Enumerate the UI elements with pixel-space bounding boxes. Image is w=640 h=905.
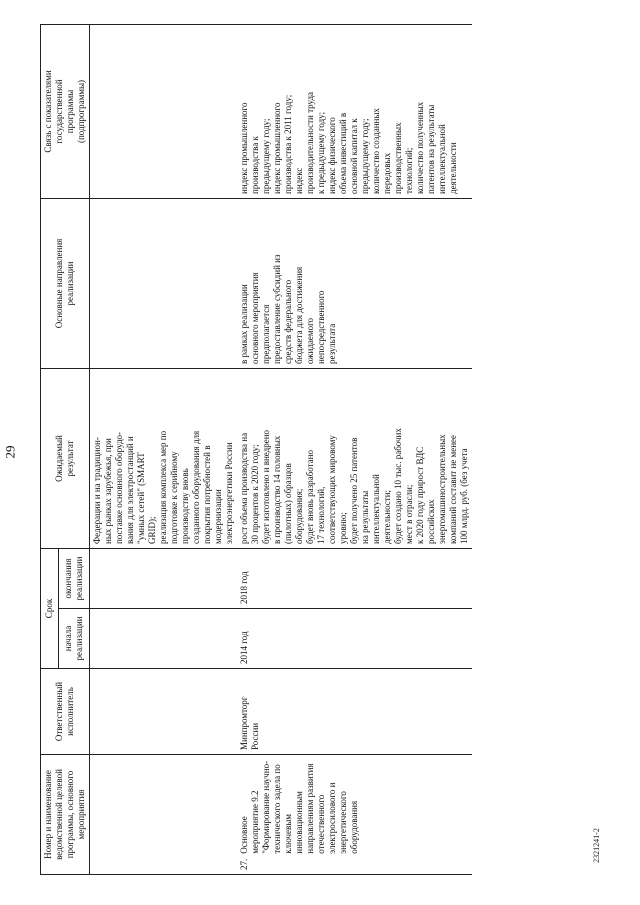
text-line: энергетического bbox=[338, 791, 348, 854]
cell-indicators bbox=[237, 24, 472, 198]
text-line: отечественного bbox=[316, 794, 326, 854]
text-line: модернизации bbox=[213, 489, 223, 544]
cell-end-year: 2018 год bbox=[237, 548, 472, 608]
text-line: "умных сетей" (SMART bbox=[136, 452, 146, 544]
header-indicators bbox=[41, 24, 90, 198]
text-line: начала bbox=[63, 625, 74, 652]
text-line: мероприятие 9.2 bbox=[250, 790, 260, 854]
text-line: (подпрограммы) bbox=[76, 79, 86, 144]
text-line: покрытия потребностей в bbox=[202, 445, 212, 544]
text-line: программы, основного bbox=[65, 770, 75, 859]
table-row-continuation bbox=[90, 24, 238, 874]
text-line: интеллектуальной bbox=[371, 474, 381, 544]
text-line: Основные направления bbox=[54, 238, 64, 329]
text-line: окончания bbox=[63, 558, 74, 599]
text-line: патентов на результаты bbox=[426, 104, 436, 194]
text-line: оборудования; bbox=[294, 488, 304, 544]
header-activity-name bbox=[41, 755, 90, 875]
text-line: Ожидаемый bbox=[54, 435, 64, 482]
text-line: электроэнергетики России bbox=[224, 442, 234, 544]
text-line: ных рынках зарубежья, при bbox=[103, 438, 113, 544]
text-line: будет изготовлено и внедрено bbox=[261, 429, 271, 544]
text-line: будет создано 10 тыс. рабочих bbox=[393, 428, 403, 544]
text-line: Федерации и на традицион- bbox=[92, 437, 102, 544]
text-line: реализации bbox=[74, 616, 85, 661]
text-line: передовых bbox=[382, 152, 392, 194]
text-line: на результаты bbox=[360, 490, 370, 544]
cell-empty bbox=[90, 609, 238, 669]
text-line: реализации bbox=[65, 261, 75, 306]
text-line: Связь с показателями bbox=[43, 70, 53, 153]
text-line: объема инвестиций в bbox=[338, 112, 348, 194]
text-line: "Формирование научно- bbox=[261, 760, 271, 854]
text-line: реализация комплекса мер по bbox=[158, 430, 168, 544]
text-line: деятельности; bbox=[382, 489, 392, 544]
text-line: бюджета для достижения bbox=[294, 266, 304, 364]
cell-start-year: 2014 год bbox=[237, 609, 472, 669]
text-line: уровню; bbox=[338, 512, 348, 544]
text-line: результат bbox=[65, 440, 75, 477]
cell-continuation-result bbox=[90, 368, 238, 548]
text-line: количество созданных bbox=[371, 108, 381, 194]
text-line: (пилотных) образцов bbox=[283, 463, 293, 544]
text-line: ключевым bbox=[283, 813, 293, 854]
text-line: в производство 14 головных bbox=[272, 435, 282, 544]
text-line: подготовке к серийному bbox=[169, 451, 179, 544]
document-code: 2321241-2 bbox=[591, 827, 601, 863]
text-line: GRID); bbox=[147, 516, 157, 544]
cell-empty bbox=[90, 198, 238, 368]
header-row-1 bbox=[41, 24, 59, 874]
text-line: производственных bbox=[393, 122, 403, 194]
text-line: поставке основного оборудо- bbox=[114, 431, 124, 544]
text-line: оборудования bbox=[349, 800, 359, 854]
text-line: инновационным bbox=[294, 791, 304, 854]
header-executor bbox=[41, 669, 90, 755]
header-expected-result bbox=[41, 368, 90, 548]
text-line: российских bbox=[426, 499, 436, 544]
text-line: в рамках реализации bbox=[239, 284, 249, 364]
text-line: программы bbox=[65, 89, 75, 134]
text-line: предполагается bbox=[261, 304, 271, 364]
table-row-27 bbox=[237, 24, 472, 874]
text-line: Основное bbox=[239, 816, 249, 854]
text-line: технического задела по bbox=[272, 764, 282, 854]
text-line: реализации bbox=[74, 556, 85, 601]
text-line: к 2020 году прирост ВДС bbox=[415, 446, 425, 544]
text-line: будет получено 25 патентов bbox=[349, 437, 359, 544]
text-line: направлениям развития bbox=[305, 763, 315, 854]
text-line: соответствующих мировому bbox=[327, 435, 337, 544]
cell-empty bbox=[90, 548, 238, 608]
text-line: России bbox=[250, 722, 260, 750]
text-line: Ответственный bbox=[54, 681, 64, 742]
text-line: созданного оборудования для bbox=[191, 430, 201, 544]
text-line: деятельности bbox=[448, 142, 458, 194]
row-number: 27. bbox=[239, 858, 249, 870]
cell-empty bbox=[90, 669, 238, 755]
text-line: Минпромторг bbox=[239, 696, 249, 750]
header-start bbox=[59, 609, 90, 669]
header-srok: Срок bbox=[41, 548, 59, 668]
text-line: результата bbox=[327, 323, 337, 364]
cell-activity-name bbox=[237, 755, 472, 875]
text-line: ожидаемого bbox=[305, 317, 315, 364]
header-directions bbox=[41, 198, 90, 368]
text-line: производительности труда bbox=[305, 91, 315, 194]
cell-executor bbox=[237, 669, 472, 755]
text-line: индекс промышленного bbox=[272, 102, 282, 194]
text-line: компаний составит не менее bbox=[448, 434, 458, 544]
text-line: индекс промышленного bbox=[239, 102, 249, 194]
page-number: 29 bbox=[2, 445, 17, 459]
text-line: 17 технологий, bbox=[316, 486, 326, 544]
text-line: производства к 2011 году; bbox=[283, 94, 293, 194]
cell-expected-result bbox=[237, 368, 472, 548]
cell-empty bbox=[90, 755, 238, 875]
cell-directions bbox=[237, 198, 472, 368]
text-line: интеллектуальной bbox=[437, 124, 447, 194]
cell-empty bbox=[90, 24, 238, 198]
text-line: основного мероприятия bbox=[250, 272, 260, 364]
text-line: непосредственного bbox=[316, 290, 326, 364]
text-line: предыдущему году; bbox=[261, 118, 271, 194]
text-line: 100 млрд. руб. (без учета bbox=[459, 448, 469, 544]
text-line: государственной bbox=[54, 79, 64, 144]
text-line: средств федерального bbox=[283, 279, 293, 364]
text-line: электросилового и bbox=[327, 782, 337, 854]
text-line: ведомственной целевой bbox=[54, 769, 64, 860]
text-line: вания для электростанций и bbox=[125, 436, 135, 544]
text-line: индекс bbox=[294, 167, 304, 194]
program-activities-table bbox=[40, 24, 472, 875]
header-end bbox=[59, 548, 90, 608]
rotated-table-sheet bbox=[40, 25, 620, 875]
text-line: мероприятия bbox=[76, 789, 86, 840]
text-line: технологий; bbox=[404, 147, 414, 194]
text-line: мест в отрасли; bbox=[404, 484, 414, 544]
text-line: производства к bbox=[250, 136, 260, 194]
text-line: исполнитель bbox=[65, 687, 75, 736]
text-line: энергомашиностроительных bbox=[437, 434, 447, 544]
text-line: предыдущему году; bbox=[360, 118, 370, 194]
text-line: рост объема производства на bbox=[239, 432, 249, 544]
text-line: 30 процентов к 2020 году; bbox=[250, 444, 260, 544]
text-line: предоставление субсидий из bbox=[272, 254, 282, 364]
text-line: будет вновь разработано bbox=[305, 450, 315, 544]
text-line: индекс физического bbox=[327, 117, 337, 194]
text-line: к предыдущему году; bbox=[316, 111, 326, 194]
text-line: производству вновь bbox=[180, 468, 190, 544]
text-line: Номер и наименование bbox=[43, 770, 53, 859]
text-line: основной капитал к bbox=[349, 118, 359, 194]
text-line: количество полученных bbox=[415, 101, 425, 194]
